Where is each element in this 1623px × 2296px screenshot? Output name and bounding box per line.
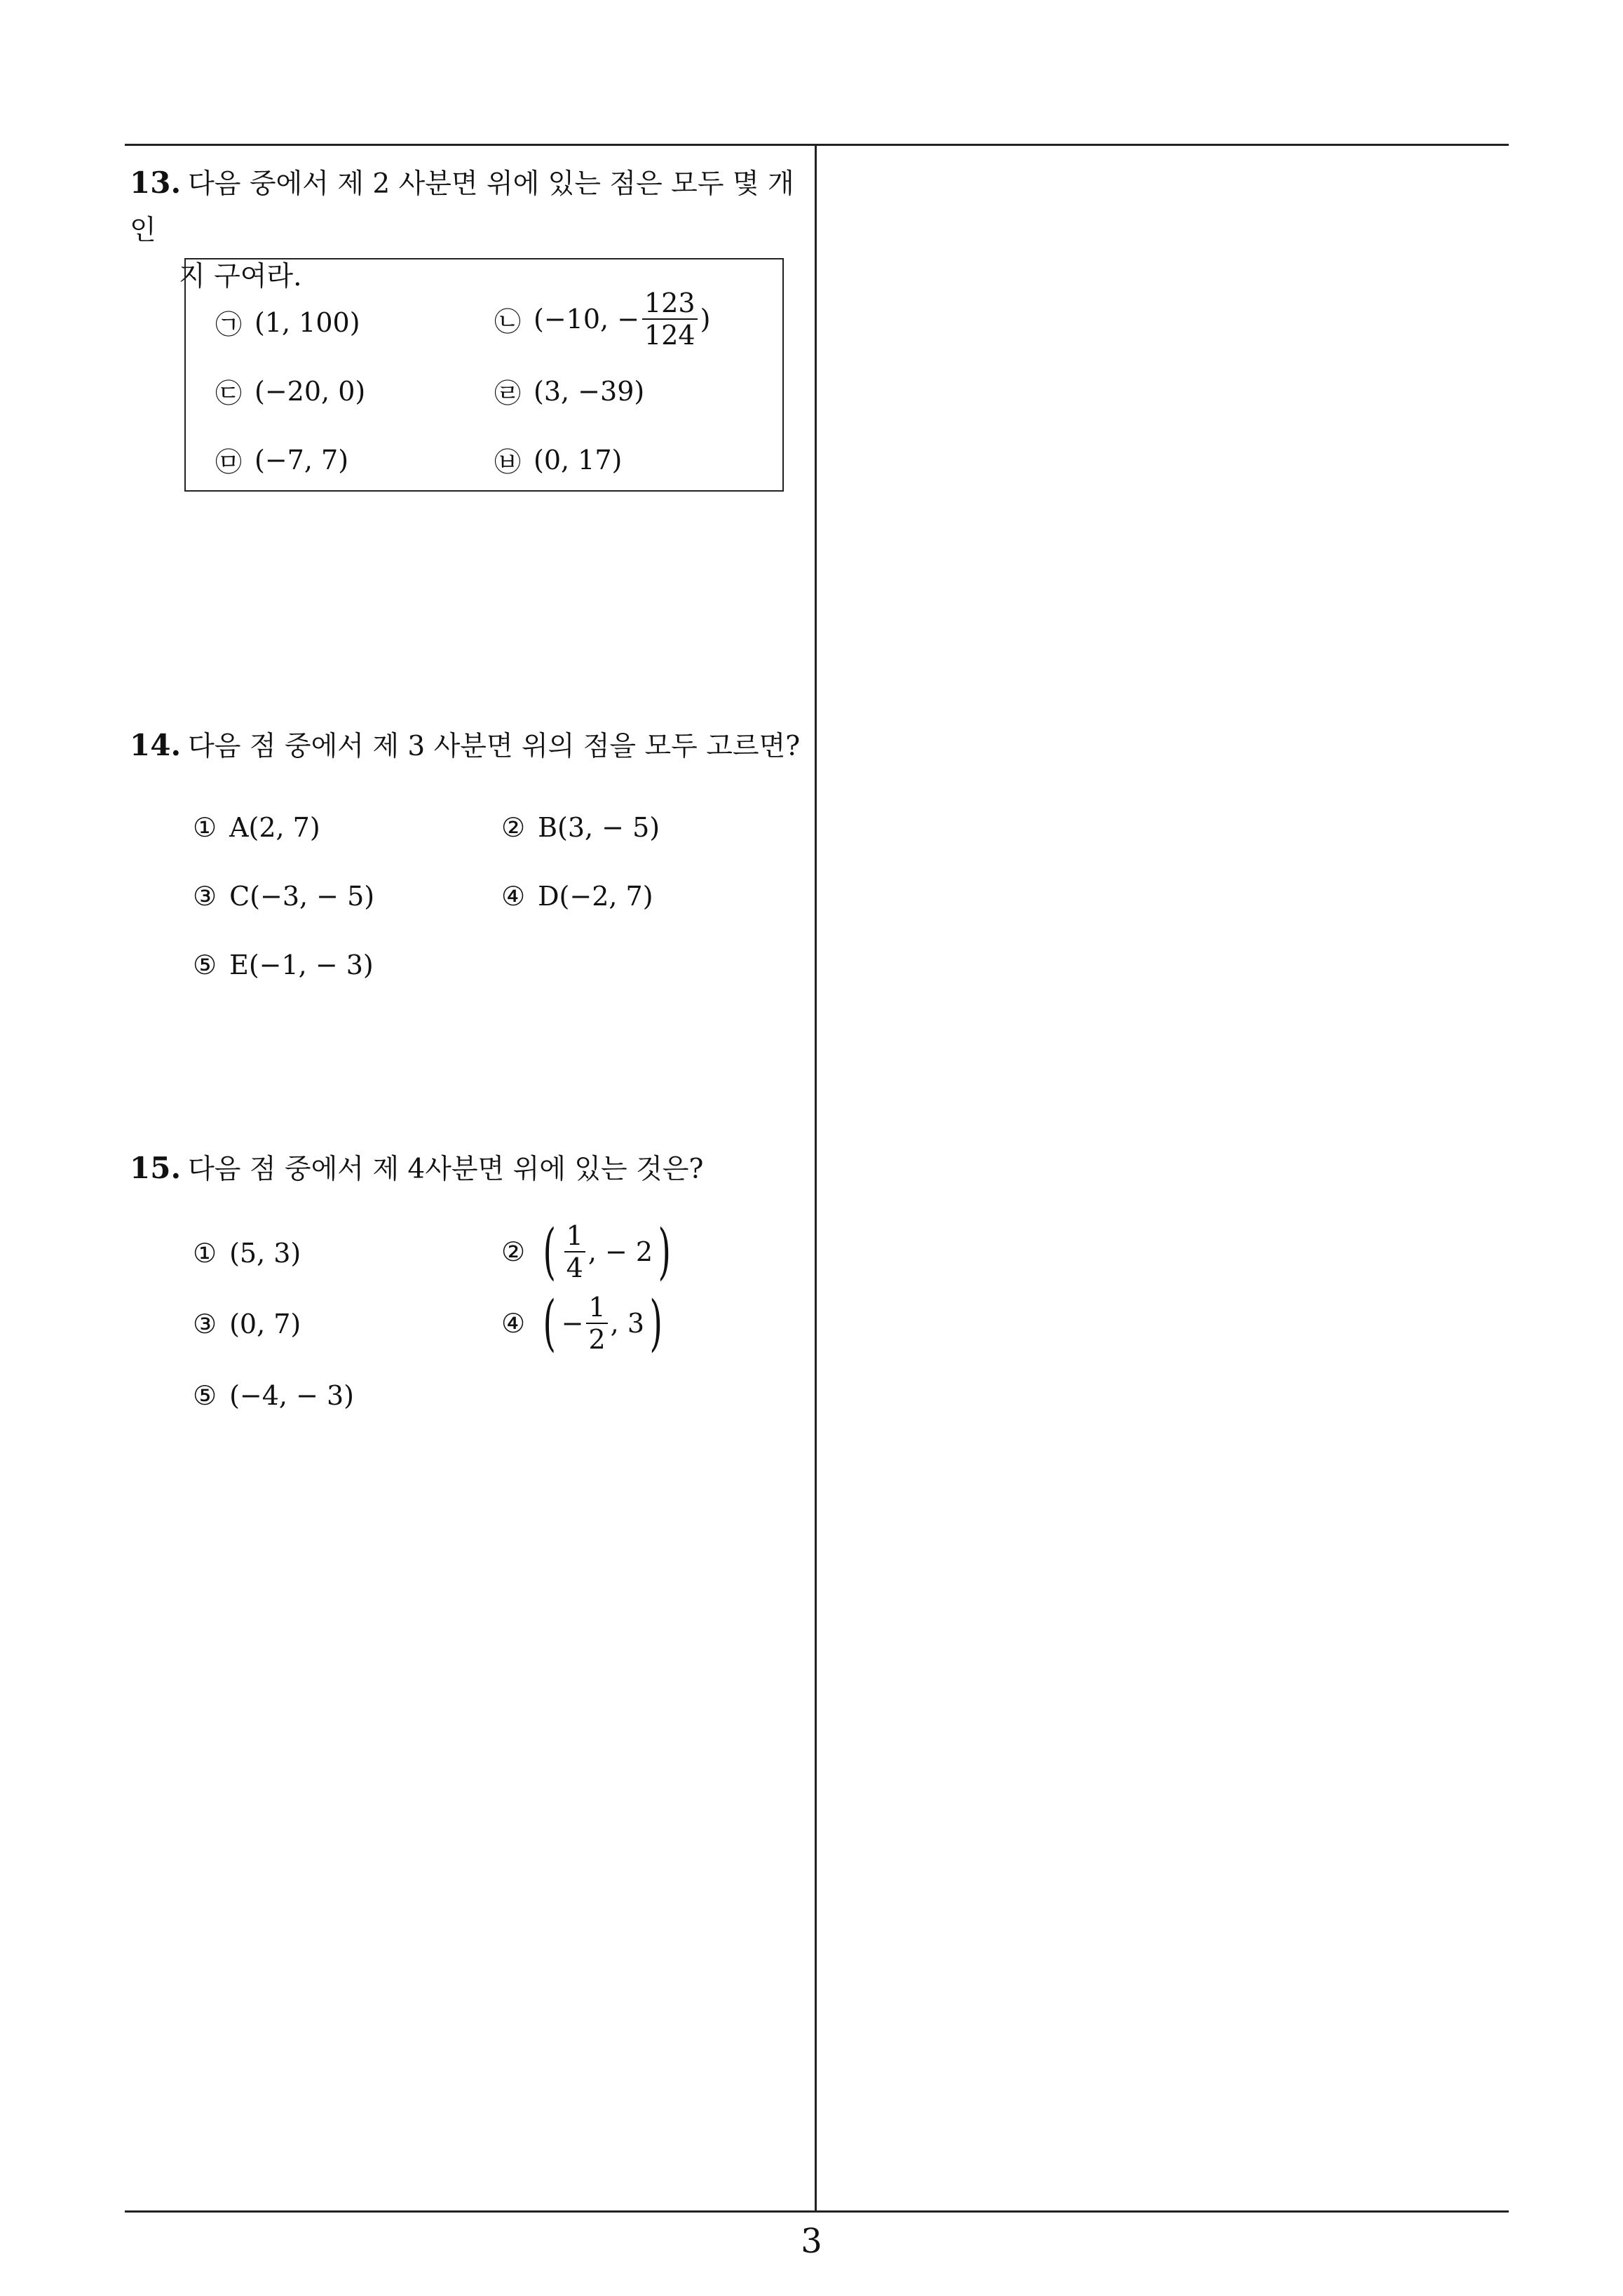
question-text: 다음 중에서 제 2 사분면 위에 있는 점은 모두 몇 개인 (130, 168, 794, 246)
box-item-6: ㉥ (0, 17) (494, 444, 623, 478)
q15-option-4[interactable]: ④ ( − $\frac{1}{2}$ , 3 ) (501, 1288, 663, 1358)
q15-option-2[interactable]: ② ( $\frac{1}{4}$ , − 2 ) (501, 1217, 672, 1287)
right-paren: ) (658, 1217, 672, 1287)
question-15 (130, 1145, 803, 1193)
box-item-1: ㉠ (1, 100) (215, 306, 360, 340)
q14-option-2[interactable]: ② B(3, − 5) (501, 812, 660, 843)
q14-option-4[interactable]: ④ D(−2, 7) (501, 881, 653, 912)
fraction: $\frac{123}{124}$ (642, 288, 698, 351)
box-item-4: ㉣ (3, −39) (494, 375, 645, 409)
q15-option-1[interactable]: ① (5, 3) (193, 1238, 301, 1269)
question-text: 다음 점 중에서 제 4사분면 위에 있는 것은? (188, 1154, 704, 1185)
question-number: 15. (130, 1151, 182, 1185)
page-number: 3 (801, 2222, 822, 2261)
q14-option-3[interactable]: ③ C(−3, − 5) (193, 881, 375, 912)
question-number: 14. (130, 728, 182, 762)
question-14 (130, 722, 803, 770)
fraction: $\frac{1}{4}$ (564, 1220, 585, 1283)
box-item-3: ㉢ (−20, 0) (215, 375, 366, 409)
q14-option-5[interactable]: ⑤ E(−1, − 3) (193, 950, 374, 980)
fraction: $\frac{1}{2}$ (586, 1292, 607, 1355)
left-paren: ( (543, 1288, 557, 1358)
column-divider (815, 144, 817, 2213)
question-text-continued: 지 구여라. (179, 261, 302, 292)
choice-box (184, 258, 784, 492)
question-number: 13. (130, 166, 182, 200)
left-paren: ( (543, 1217, 557, 1287)
q15-option-3[interactable]: ③ (0, 7) (193, 1309, 301, 1339)
q14-option-1[interactable]: ① A(2, 7) (193, 812, 320, 843)
header-rule (125, 144, 1509, 146)
footer-rule (125, 2210, 1509, 2213)
box-item-2: ㉡ (−10, − $\frac{123}{124}$ ) (494, 288, 711, 351)
right-paren: ) (649, 1288, 663, 1358)
q15-option-5[interactable]: ⑤ (−4, − 3) (193, 1380, 354, 1411)
question-text: 다음 점 중에서 제 3 사분면 위의 점을 모두 고르면? (188, 731, 801, 762)
box-item-5: ㉤ (−7, 7) (215, 444, 349, 478)
